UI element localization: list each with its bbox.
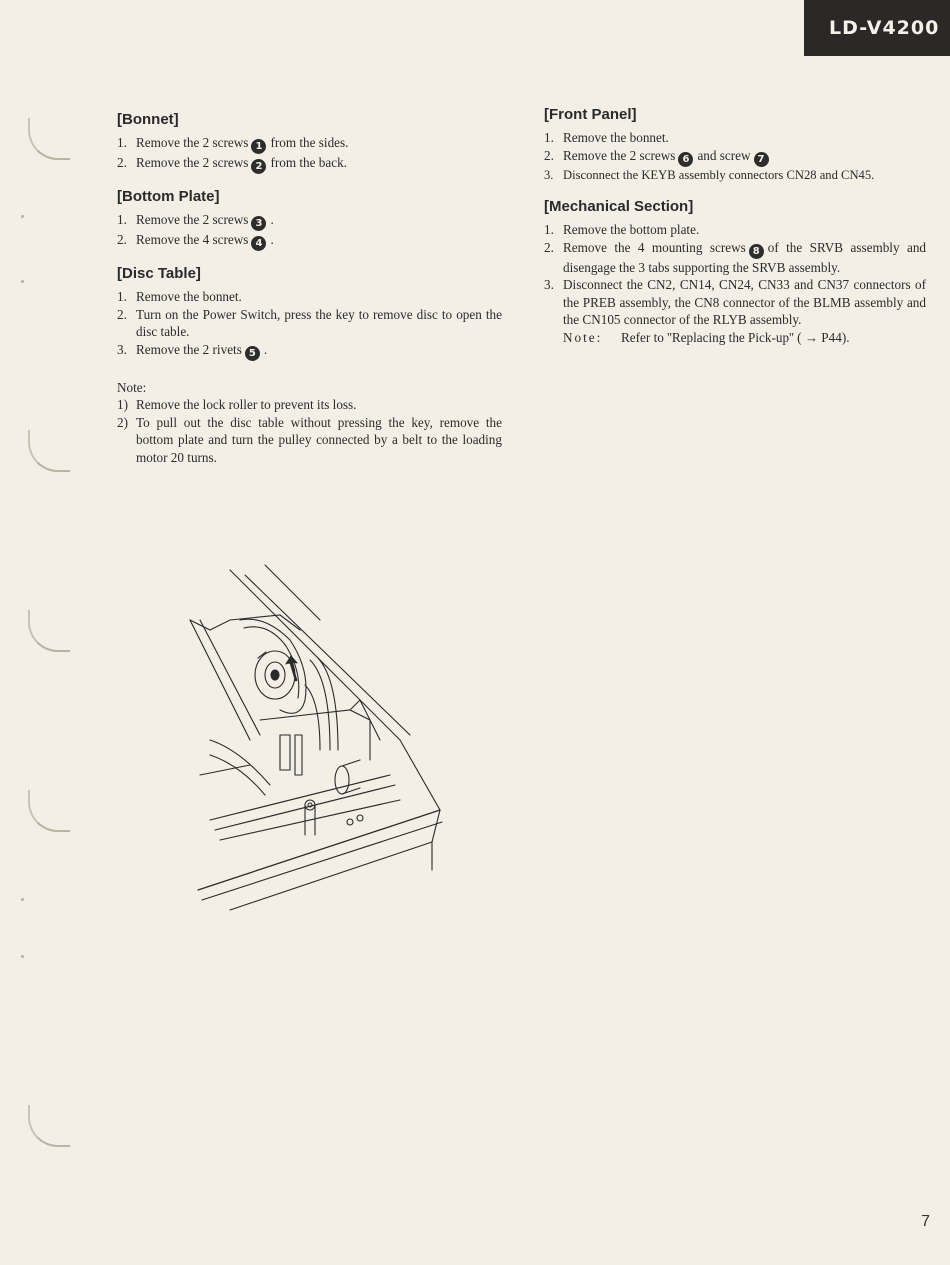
margin-dot xyxy=(21,215,24,218)
screw-marker-icon: 3 xyxy=(251,216,266,231)
note-text: Refer to ''Replacing the Pick-up'' ( → P44). xyxy=(621,329,850,345)
model-tab xyxy=(804,0,950,56)
disc-table-step: 2. Turn on the Power Switch, press the key to remove disc to open the disc table. xyxy=(117,306,502,339)
bonnet-step: 2. Remove the 2 screws 2 from the back. xyxy=(117,155,347,172)
front-panel-heading: [Front Panel] xyxy=(544,106,637,123)
bottom-plate-section xyxy=(117,188,502,251)
disc-table-step: 1. Remove the bonnet. xyxy=(117,289,242,304)
bonnet-section xyxy=(117,111,502,174)
bonnet-step: 1. Remove the 2 screws 1 from the sides. xyxy=(117,135,349,152)
disc-table-section xyxy=(117,265,502,361)
bonnet-heading: [Bonnet] xyxy=(117,111,179,128)
disc-table-illustration xyxy=(170,560,460,920)
note-block xyxy=(117,379,502,467)
screw-marker-icon: 7 xyxy=(754,152,769,167)
mechanical-section xyxy=(544,198,926,346)
model-label: LD-V4200 xyxy=(829,17,940,39)
margin-dot xyxy=(21,955,24,958)
binder-hole-mark xyxy=(28,610,70,652)
mechanical-step: 1. Remove the bottom plate. xyxy=(544,222,700,237)
front-panel-step: 1. Remove the bonnet. xyxy=(544,130,669,145)
screw-marker-icon: 2 xyxy=(251,159,266,174)
disc-table-step: 3. Remove the 2 rivets 5 . xyxy=(117,341,268,359)
mechanical-heading: [Mechanical Section] xyxy=(544,198,694,215)
front-panel-step: 2. Remove the 2 screws 6 and screw 7 xyxy=(544,147,926,167)
mechanical-step: 3. Disconnect the CN2, CN14, CN24, CN33 and CN37 connectors of the PREB assembly, the CN8 connector of the BLMB assembly and the CN105 connector of the RLYB assembly. xyxy=(544,277,926,327)
left-column xyxy=(117,111,502,466)
mechanical-note xyxy=(544,329,926,347)
note-label: Note: xyxy=(563,329,603,345)
screw-marker-icon: 1 xyxy=(251,139,266,154)
right-column xyxy=(544,106,926,360)
binder-hole-mark xyxy=(28,1105,70,1147)
disc-table-heading: [Disc Table] xyxy=(117,265,201,282)
screw-marker-icon: 6 xyxy=(678,152,693,167)
note-item: 2) To pull out the disc table without pressing the key, remove the bottom plate and turn the pulley connected by a belt to the loading motor 20 turns. xyxy=(117,414,502,465)
page-number: 7 xyxy=(921,1213,930,1230)
binder-hole-mark xyxy=(28,790,70,832)
margin-dot xyxy=(21,280,24,283)
front-panel-step: 3. Disconnect the KEYB assembly connectors CN28 and CN45. xyxy=(544,167,875,182)
front-panel-section xyxy=(544,106,926,184)
screw-marker-icon: 8 xyxy=(749,244,764,259)
margin-dot xyxy=(21,898,24,901)
screw-marker-icon: 4 xyxy=(251,236,266,251)
bottom-plate-step: 2. Remove the 4 screws 4 . xyxy=(117,232,274,249)
binder-hole-mark xyxy=(28,430,70,472)
bottom-plate-heading: [Bottom Plate] xyxy=(117,188,220,205)
note-item: 1) Remove the lock roller to prevent its loss. xyxy=(117,397,357,412)
note-title: Note: xyxy=(117,379,147,395)
rivet-marker-icon: 5 xyxy=(245,346,260,361)
binder-hole-mark xyxy=(28,118,70,160)
mechanical-step: 2. Remove the 4 mounting screws 8 of the SRVB assembly and disengage the 3 tabs supporting the SRVB assembly. xyxy=(544,239,927,275)
bottom-plate-step: 1. Remove the 2 screws 3 . xyxy=(117,212,274,229)
